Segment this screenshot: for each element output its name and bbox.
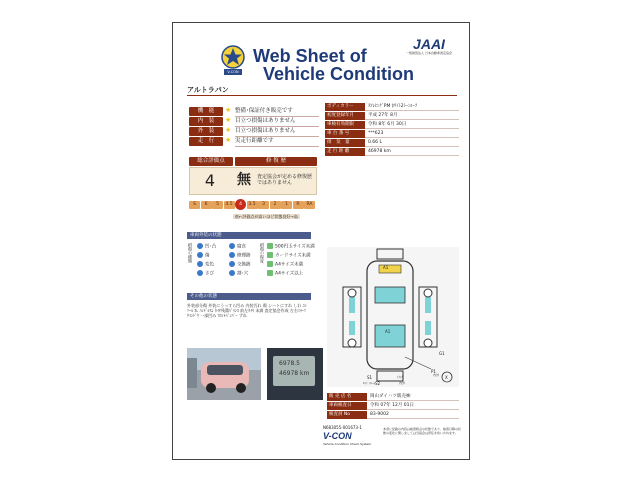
legend-label: 500円玉サイズ未満 (275, 244, 315, 250)
legend-item (197, 252, 210, 260)
legend-label: A4サイズ未満 (275, 262, 304, 268)
dealer-label: 検査員 No (327, 411, 367, 419)
grade-scale-item: 4.5 (225, 202, 233, 207)
jaai-logo-sub: 一般財団法人 日本自動車査定協会 (406, 51, 452, 55)
legend-label: 変色 (205, 262, 214, 268)
legend-item (229, 252, 251, 260)
legend-label: 交換跡 (237, 262, 251, 268)
damage-type-icon (229, 261, 235, 267)
damage-mark: G1 (439, 351, 445, 356)
star-icon: ★ (225, 116, 232, 124)
legend-label: 修理跡 (237, 253, 251, 259)
damage-size-icon (267, 252, 273, 258)
vehicle-condition-sheet (172, 22, 470, 460)
damage-mark: S2 (375, 381, 381, 386)
legend-item (229, 261, 251, 269)
damage-size-icon (267, 261, 273, 267)
legend-item (197, 270, 214, 278)
odometer-photo (267, 348, 323, 400)
dealer-value: 令和 07年 12月 01日 (367, 402, 459, 410)
vehicle-name: アルトラパン (187, 85, 457, 96)
condition-value: 整備･保証付き販売です (235, 107, 319, 117)
title-line-1: Web Sheet of (253, 46, 367, 66)
legend-item (267, 270, 303, 278)
grade-scale-item: 6 (201, 201, 212, 209)
damage-type-icon (197, 243, 203, 249)
vcon-logo-text: V-CON (227, 70, 239, 74)
legend-label: さび (205, 271, 214, 277)
spec-label: 走 行 距 離 (325, 148, 365, 156)
star-icon: ★ (225, 126, 232, 134)
damage-type-icon (197, 270, 203, 276)
grade-scale-note: 低←評価点が高いほど状態良好→高 (235, 214, 298, 219)
grade-scale-item: S (189, 201, 200, 209)
footer-disclaimer: 本書に記載の内容は検査時点の状態であり、検査以降の状態の変化に関しましては当協会は責任を負いかねます。 (383, 427, 462, 435)
jaai-logo-text: JAAI (413, 36, 445, 52)
damage-mark: S1 (367, 375, 373, 380)
cert-number: N683055-001673-1 (323, 425, 362, 430)
repair-note: 査定協会が定める修復歴ではありません (257, 174, 313, 186)
condition-value: 目立つ損傷はありません (235, 127, 319, 137)
odometer-total: 46978 km (279, 370, 310, 377)
legend-label: 腐食 (237, 244, 246, 250)
dealer-value: 83-9002 (367, 411, 459, 419)
diagram-note: ﾄﾗﾝｸ (397, 375, 404, 379)
dealer-value: 岡山ダイハツ販売㈱ (367, 393, 459, 401)
condition-value: 目立つ損傷はありません (235, 117, 319, 127)
jaai-logo (399, 37, 459, 61)
star-icon: ★ (225, 136, 232, 144)
other-notes-title: その他の状態 (187, 293, 311, 300)
damage-type-icon (229, 270, 235, 276)
legend-title: 車両外装の状態 (187, 232, 311, 239)
legend-item (197, 261, 214, 269)
star-icon: ★ (225, 106, 232, 114)
damage-type-icon (229, 243, 235, 249)
title-line-2: Vehicle Condition (263, 64, 415, 84)
spec-value: 平成 27年 8月 (365, 112, 459, 120)
grade-scale-item: 5 (212, 201, 223, 209)
damage-type-icon (229, 252, 235, 258)
spec-value: ｽﾌﾚﾋﾝｸﾞPM ﾎﾜｲﾄ2ﾄｰﾝﾙｰﾌ (365, 103, 459, 111)
damage-mark: P1 (431, 369, 436, 374)
condition-label: 内 装 (189, 117, 223, 126)
condition-label: 走 行 (189, 137, 223, 146)
spec-label: 初度登録年月 (325, 112, 365, 120)
grade-header-right: 修 復 歴 (235, 157, 317, 166)
legend-label: 傷 (205, 253, 210, 259)
footer-brand-sub: Vehicle Condition Check System (323, 442, 372, 446)
grade-scale-item: R (293, 201, 304, 209)
spec-label: 車検有効期限 (325, 121, 365, 129)
diagram-note: 内外 (433, 373, 440, 377)
grade-scale-item: 4 (235, 199, 246, 210)
condition-label: 外 装 (189, 127, 223, 136)
legend-left-title: 損傷の種類 (188, 243, 193, 263)
spec-value: 0.66 L (365, 139, 459, 147)
repair-main: 無 (237, 172, 251, 188)
spec-value: 46978 km (365, 148, 459, 156)
diagram-note: 内外 (399, 381, 406, 385)
spec-label: ボディカラー (325, 103, 365, 111)
legend-item (229, 243, 246, 251)
grade-score: 4 (204, 171, 216, 190)
spec-label: 車 台 番 号 (325, 130, 365, 138)
spec-label: 排 気 量 (325, 139, 365, 147)
footer-brand: V-CON (323, 431, 352, 441)
damage-type-icon (197, 261, 203, 267)
legend-item (267, 243, 315, 251)
spec-value: 令和 8年 6月 30日 (365, 121, 459, 129)
damage-mark: X (445, 375, 448, 380)
vcon-logo (221, 45, 245, 77)
grade-scale-item: 1 (281, 201, 292, 209)
legend-label: 割･穴 (237, 271, 249, 277)
damage-size-icon (267, 243, 273, 249)
other-notes-text: 外装部分傷 外装にうっすら凹み 内装汚れ 傷 シートにすれ しわ ｺﾝｿｰﾙ ｽﾚ ﾊﾝﾄﾞﾙｽﾚ ﾀｲﾔ残溝ﾊﾞﾗﾝｽ 前左ﾀｲﾔ 未満 査定協会作成 左右ﾐﾗｰﾏｳｲﾝﾄﾞｳ 一部凹み ﾌﾛﾝﾄﾊﾞﾝﾊﾟｰ ずれ (187, 303, 307, 318)
legend-right-title: 損傷の程度 (260, 243, 265, 263)
damage-size-icon (267, 270, 273, 276)
legend-label: A4サイズ以上 (275, 271, 304, 277)
grade-scale-item: RA (304, 201, 315, 209)
damage-mark: A1 (385, 329, 391, 334)
condition-label: 機 能 (189, 107, 223, 116)
damage-type-icon (197, 252, 203, 258)
grade-scale-item: 3.5 (248, 202, 256, 207)
odometer-trip: 6978.5 (279, 360, 300, 367)
dealer-label: 車両検査日 (327, 402, 367, 410)
car-photo (187, 348, 261, 400)
legend-label: 凹･凸 (205, 244, 217, 250)
damage-diagram (327, 247, 459, 387)
legend-label: カードサイズ未満 (275, 253, 311, 259)
grade-scale-item: 3 (258, 201, 269, 209)
legend-item (267, 261, 303, 269)
condition-value: 実走行距離です (235, 137, 319, 147)
dealer-label: 販 売 店 名 (327, 393, 367, 401)
legend-item (197, 243, 216, 251)
grade-scale-item: 2 (270, 201, 281, 209)
grade-header-left: 総合評価点 (189, 157, 233, 166)
legend-item (229, 270, 248, 278)
diagram-note: ｴﾝｼﾞﾝﾙｰﾑ (363, 381, 376, 385)
spec-value: ***623 (365, 130, 459, 138)
legend-item (267, 252, 311, 260)
damage-mark: A1 (383, 265, 389, 270)
